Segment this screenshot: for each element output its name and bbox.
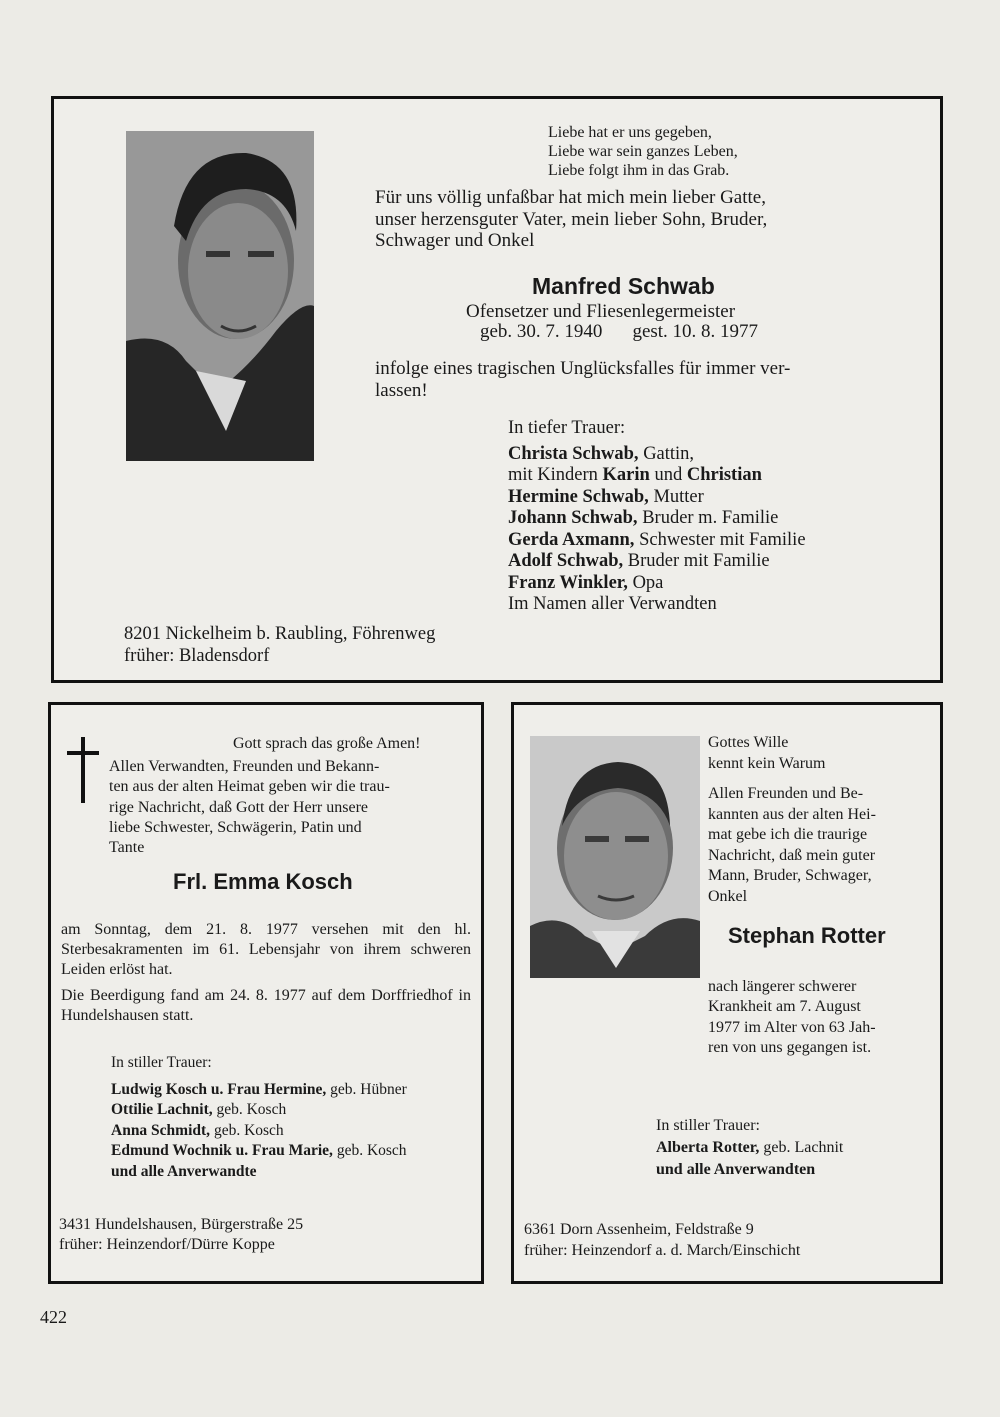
notice-text	[61, 920, 471, 1032]
address-line: früher: Bladensdorf	[124, 646, 270, 666]
intro-line: ten aus der alten Heimat geben wir die trau-	[109, 778, 390, 796]
notice-line: nach längerer schwerer	[708, 978, 857, 995]
intro-line: Schwager und Onkel	[375, 230, 535, 251]
intro-text	[375, 187, 875, 252]
notice-line: Krankheit am 7. August	[708, 998, 861, 1016]
portrait-photo-stephan-rotter	[530, 736, 700, 978]
address-line: früher: Heinzendorf a. d. March/Einschicht	[524, 1242, 801, 1259]
intro-line: Mann, Bruder, Schwager,	[708, 867, 872, 885]
cause-text	[375, 358, 875, 401]
notice-paragraph: Die Beerdigung fand am 24. 8. 1977 auf dem Dorffriedhof in Hundelshausen statt.	[61, 987, 471, 1024]
intro-line: unser herzensguter Vater, mein lieber Sohn, Bruder,	[375, 208, 768, 230]
mourners-list	[656, 1115, 843, 1181]
mourning-header: In stiller Trauer:	[111, 1054, 212, 1071]
mourning-header: In stiller Trauer:	[656, 1117, 760, 1134]
deceased-name: Manfred Schwab	[532, 273, 715, 299]
notice-paragraph: am Sonntag, dem 21. 8. 1977 versehen mit den hl. Sterbesakramenten im 61. Lebensjahr von ihrem schweren Leiden erlöst hat.	[61, 921, 471, 978]
birth-date: geb. 30. 7. 1940	[480, 321, 603, 342]
mourning-closing: und alle Anverwandten	[656, 1161, 816, 1178]
mourners-list	[508, 418, 806, 616]
page-number: 422	[40, 1307, 67, 1327]
address	[59, 1215, 303, 1255]
mourner: Hermine Schwab, Mutter	[508, 486, 704, 507]
intro-text	[109, 757, 465, 858]
intro-text	[708, 784, 930, 908]
obituary-manfred-schwab	[51, 96, 943, 683]
mourner: Alberta Rotter, geb. Lachnit	[656, 1139, 844, 1156]
death-date: gest. 10. 8. 1977	[632, 321, 759, 342]
quote-line: Gottes Wille	[708, 734, 789, 751]
notice-line: ren von uns gegangen ist.	[708, 1039, 872, 1057]
verse-line: Liebe folgt ihm in das Grab.	[548, 162, 730, 179]
deceased-name: Frl. Emma Kosch	[173, 869, 353, 894]
portrait-photo-manfred-schwab	[126, 131, 314, 461]
mourner: Anna Schmidt, geb. Kosch	[111, 1121, 284, 1139]
mourner: Franz Winkler, Opa	[508, 572, 664, 593]
occupation: Ofensetzer und Fliesenlegermeister	[466, 301, 736, 322]
mourning-closing: Im Namen aller Verwandten	[508, 594, 717, 614]
address-line: 6361 Dorn Assenheim, Feldstraße 9	[524, 1221, 754, 1238]
quote-line: kennt kein Warum	[708, 754, 826, 772]
cross-icon	[67, 737, 99, 803]
deceased-name: Stephan Rotter	[728, 923, 886, 948]
life-dates	[480, 321, 758, 343]
quote: Gott sprach das große Amen!	[233, 735, 421, 752]
mourner: Christa Schwab, Gattin,	[508, 443, 695, 464]
intro-line: liebe Schwester, Schwägerin, Patin und	[109, 818, 362, 836]
mourner: und alle Anverwandte	[111, 1162, 257, 1180]
address-line: früher: Heinzendorf/Dürre Koppe	[59, 1236, 275, 1253]
mourner: Adolf Schwab, Bruder mit Familie	[508, 551, 770, 571]
intro-line: Onkel	[708, 887, 748, 905]
address	[524, 1219, 800, 1261]
intro-line: Für uns völlig unfaßbar hat mich mein lieber Gatte,	[375, 187, 766, 208]
verse	[548, 123, 738, 180]
cause-line: infolge eines tragischen Unglücksfalles für immer ver-	[375, 358, 791, 379]
notice-line: 1977 im Alter von 63 Jah-	[708, 1018, 876, 1036]
mourner: Johann Schwab, Bruder m. Familie	[508, 508, 779, 528]
obituary-emma-kosch	[48, 702, 484, 1284]
mourning-header: In tiefer Trauer:	[508, 418, 626, 438]
mourner: Gerda Axmann, Schwester mit Familie	[508, 529, 806, 550]
intro-line: Tante	[109, 839, 145, 857]
intro-line: rige Nachricht, daß Gott der Herr unsere	[109, 798, 368, 816]
quote	[708, 733, 826, 774]
obituary-stephan-rotter	[511, 702, 943, 1284]
intro-line: kannten aus der alten Hei-	[708, 805, 876, 823]
mourner: Edmund Wochnik u. Frau Marie, geb. Kosch	[111, 1142, 407, 1159]
verse-line: Liebe hat er uns gegeben,	[548, 124, 712, 141]
mourner: mit Kindern Karin und Christian	[508, 465, 762, 485]
mourner: Ludwig Kosch u. Frau Hermine, geb. Hübner	[111, 1080, 407, 1098]
cause-line: lassen!	[375, 379, 428, 401]
address-line: 8201 Nickelheim b. Raubling, Föhrenweg	[124, 624, 436, 644]
intro-line: mat gebe ich die traurige	[708, 826, 868, 844]
verse-line: Liebe war sein ganzes Leben,	[548, 143, 738, 160]
address-line: 3431 Hundelshausen, Bürgerstraße 25	[59, 1216, 304, 1233]
mourner: Ottilie Lachnit, geb. Kosch	[111, 1101, 287, 1118]
notice-text	[708, 977, 930, 1059]
intro-line: Allen Verwandten, Freunden und Bekann-	[109, 758, 380, 775]
mourners-list	[111, 1053, 407, 1182]
intro-line: Nachricht, daß mein guter	[708, 846, 876, 864]
address	[124, 623, 435, 667]
intro-line: Allen Freunden und Be-	[708, 785, 864, 802]
